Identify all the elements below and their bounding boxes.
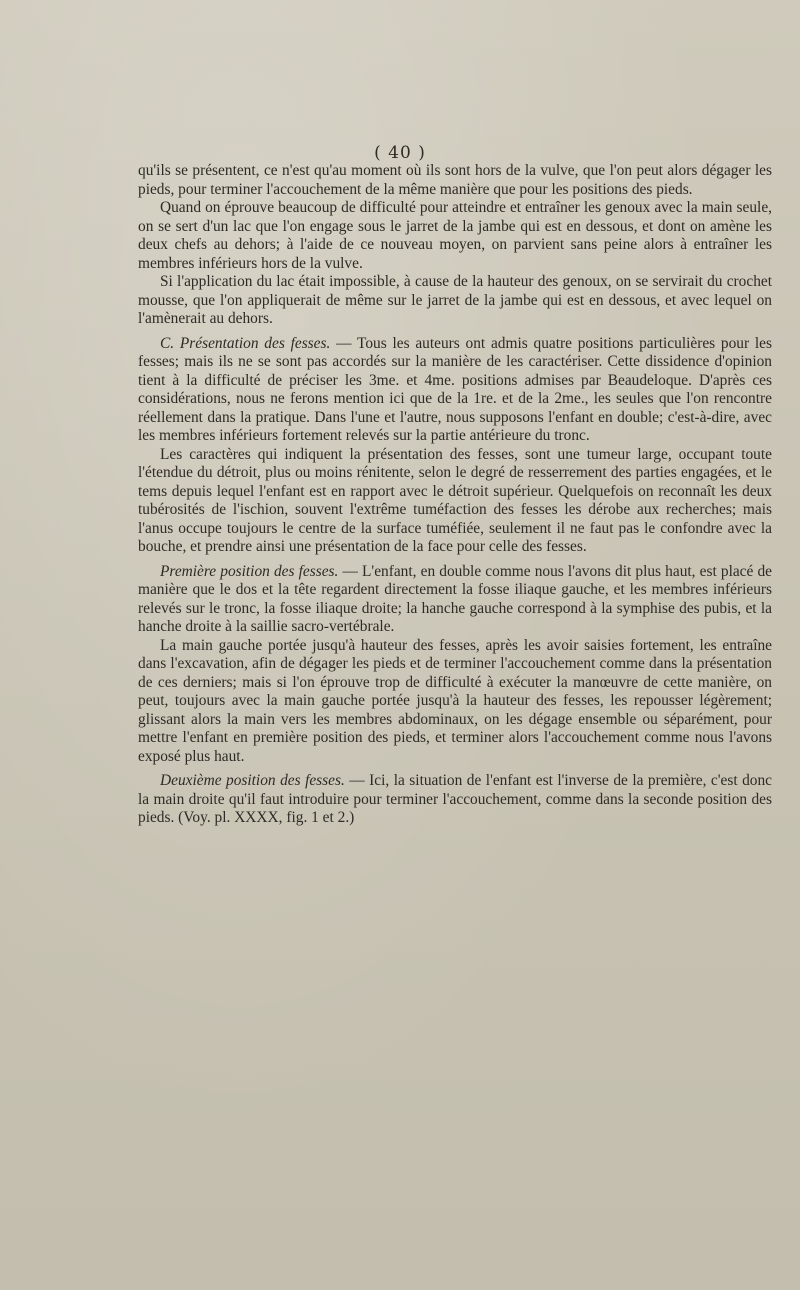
paragraph-2 xyxy=(138,199,772,273)
paragraph-8 xyxy=(138,772,772,828)
body-text xyxy=(138,162,772,828)
paragraph-7-text: La main gauche portée jusqu'à hauteur des fesses, après les avoir saisies fortement, les entraîne dans l'excavation, afin de dégager les pieds et de terminer l'accouchement comme dans la présentation de ces derniers; mais si l'on éprouve trop de difficulté à exécuter la manœuvre de cette manière, on peut, toujours avec la main gauche portée jusqu'à la hauteur des fesses, les repousser légèrement; glissant alors la main vers les membres abdominaux, on les dégage ensemble ou séparément, pour mettre l'enfant en première position des pieds, et terminer alors l'accouchement comme nous l'avons exposé plus haut. xyxy=(138,636,772,765)
paragraph-5 xyxy=(138,446,772,557)
paragraph-4-text: — Tous les auteurs ont admis quatre positions particulières pour les fesses; mais ils ne se sont pas accordés sur la manière de les caractériser. Cette dissidence d'opinion tient à la difficulté de préciser les 3me. et 4me. positions admises par Beaudeloque. D'après ces considérations, nous ne ferons mention ici que de la 1re. et de la 2me., les seules que l'on rencontre réellement dans la pratique. Dans l'une et l'autre, nous supposons l'enfant en double; c'est-à-dire, avec les membres inférieurs fortement relevés sur la partie antérieure du tronc. xyxy=(138,334,772,444)
page-number: ( 40 ) xyxy=(374,143,426,163)
paragraph-6-text: — L'enfant, en double comme nous l'avons dit plus haut, est placé de manière que le dos et la tête regardent directement la fosse iliaque gauche, et les membres inférieurs relevés sur le tronc, la fosse iliaque droite; la hanche gauche correspond à la symphise des pubis, et la hanche droite à la saillie sacro-vertébrale. xyxy=(138,562,772,635)
paragraph-3 xyxy=(138,273,772,329)
paragraph-4 xyxy=(138,335,772,446)
section-heading-c: C. Présentation des fesses. xyxy=(160,334,331,352)
paragraph-3-text: Si l'application du lac était impossible, à cause de la hauteur des genoux, on se servirait du crochet mousse, que l'on appliquerait de même sur le jarret de la jambe qui est en dessous, et avec lequel on l'amènerait au dehors. xyxy=(138,273,772,327)
paragraph-1 xyxy=(138,162,772,199)
paragraph-8-text: — Ici, la situation de l'enfant est l'inverse de la première, c'est donc la main droite qu'il faut introduire pour terminer l'accouchement, comme dans la seconde position des pieds. (Voy. pl. XXXX, fig. 1 et 2.) xyxy=(138,772,773,826)
paragraph-5-text: Les caractères qui indiquent la présentation des fesses, sont une tumeur large, occupant toute l'étendue du détroit, plus ou moins rénitente, selon le degré de resserrement des parties engagées, et le tems depuis lequel l'enfant est en rapport avec le détroit supérieur. Quelquefois on reconnaît les deux tubérosités de l'ischion, souvent l'extrême tuméfaction des fesses les dérobe aux recherches; mais l'anus occupe toujours le centre de la surface tuméfiée, seulement il ne faut pas le confondre avec la bouche, et prendre ainsi une présentation de la face pour celle des fesses. xyxy=(138,445,772,555)
heading-first-position: Première position des fesses. xyxy=(160,562,339,580)
paragraph-2-text: Quand on éprouve beaucoup de difficulté pour atteindre et entraîner les genoux avec la main seule, on se sert d'un lac que l'on engage sous le jarret de la jambe qui est en dessous, et dont on amène les deux chefs au dehors; à l'aide de ce nouveau moyen, on parvient sans peine alors à entraîner les membres inférieurs hors de la vulve. xyxy=(138,199,772,272)
paragraph-7 xyxy=(138,637,772,767)
paragraph-1-text: qu'ils se présentent, ce n'est qu'au moment où ils sont hors de la vulve, que l'on peut alors dégager les pieds, pour terminer l'accouchement de la même manière que pour les positions des pieds. xyxy=(138,162,772,198)
heading-second-position: Deuxième position des fesses. xyxy=(160,772,345,789)
paragraph-6 xyxy=(138,563,772,637)
